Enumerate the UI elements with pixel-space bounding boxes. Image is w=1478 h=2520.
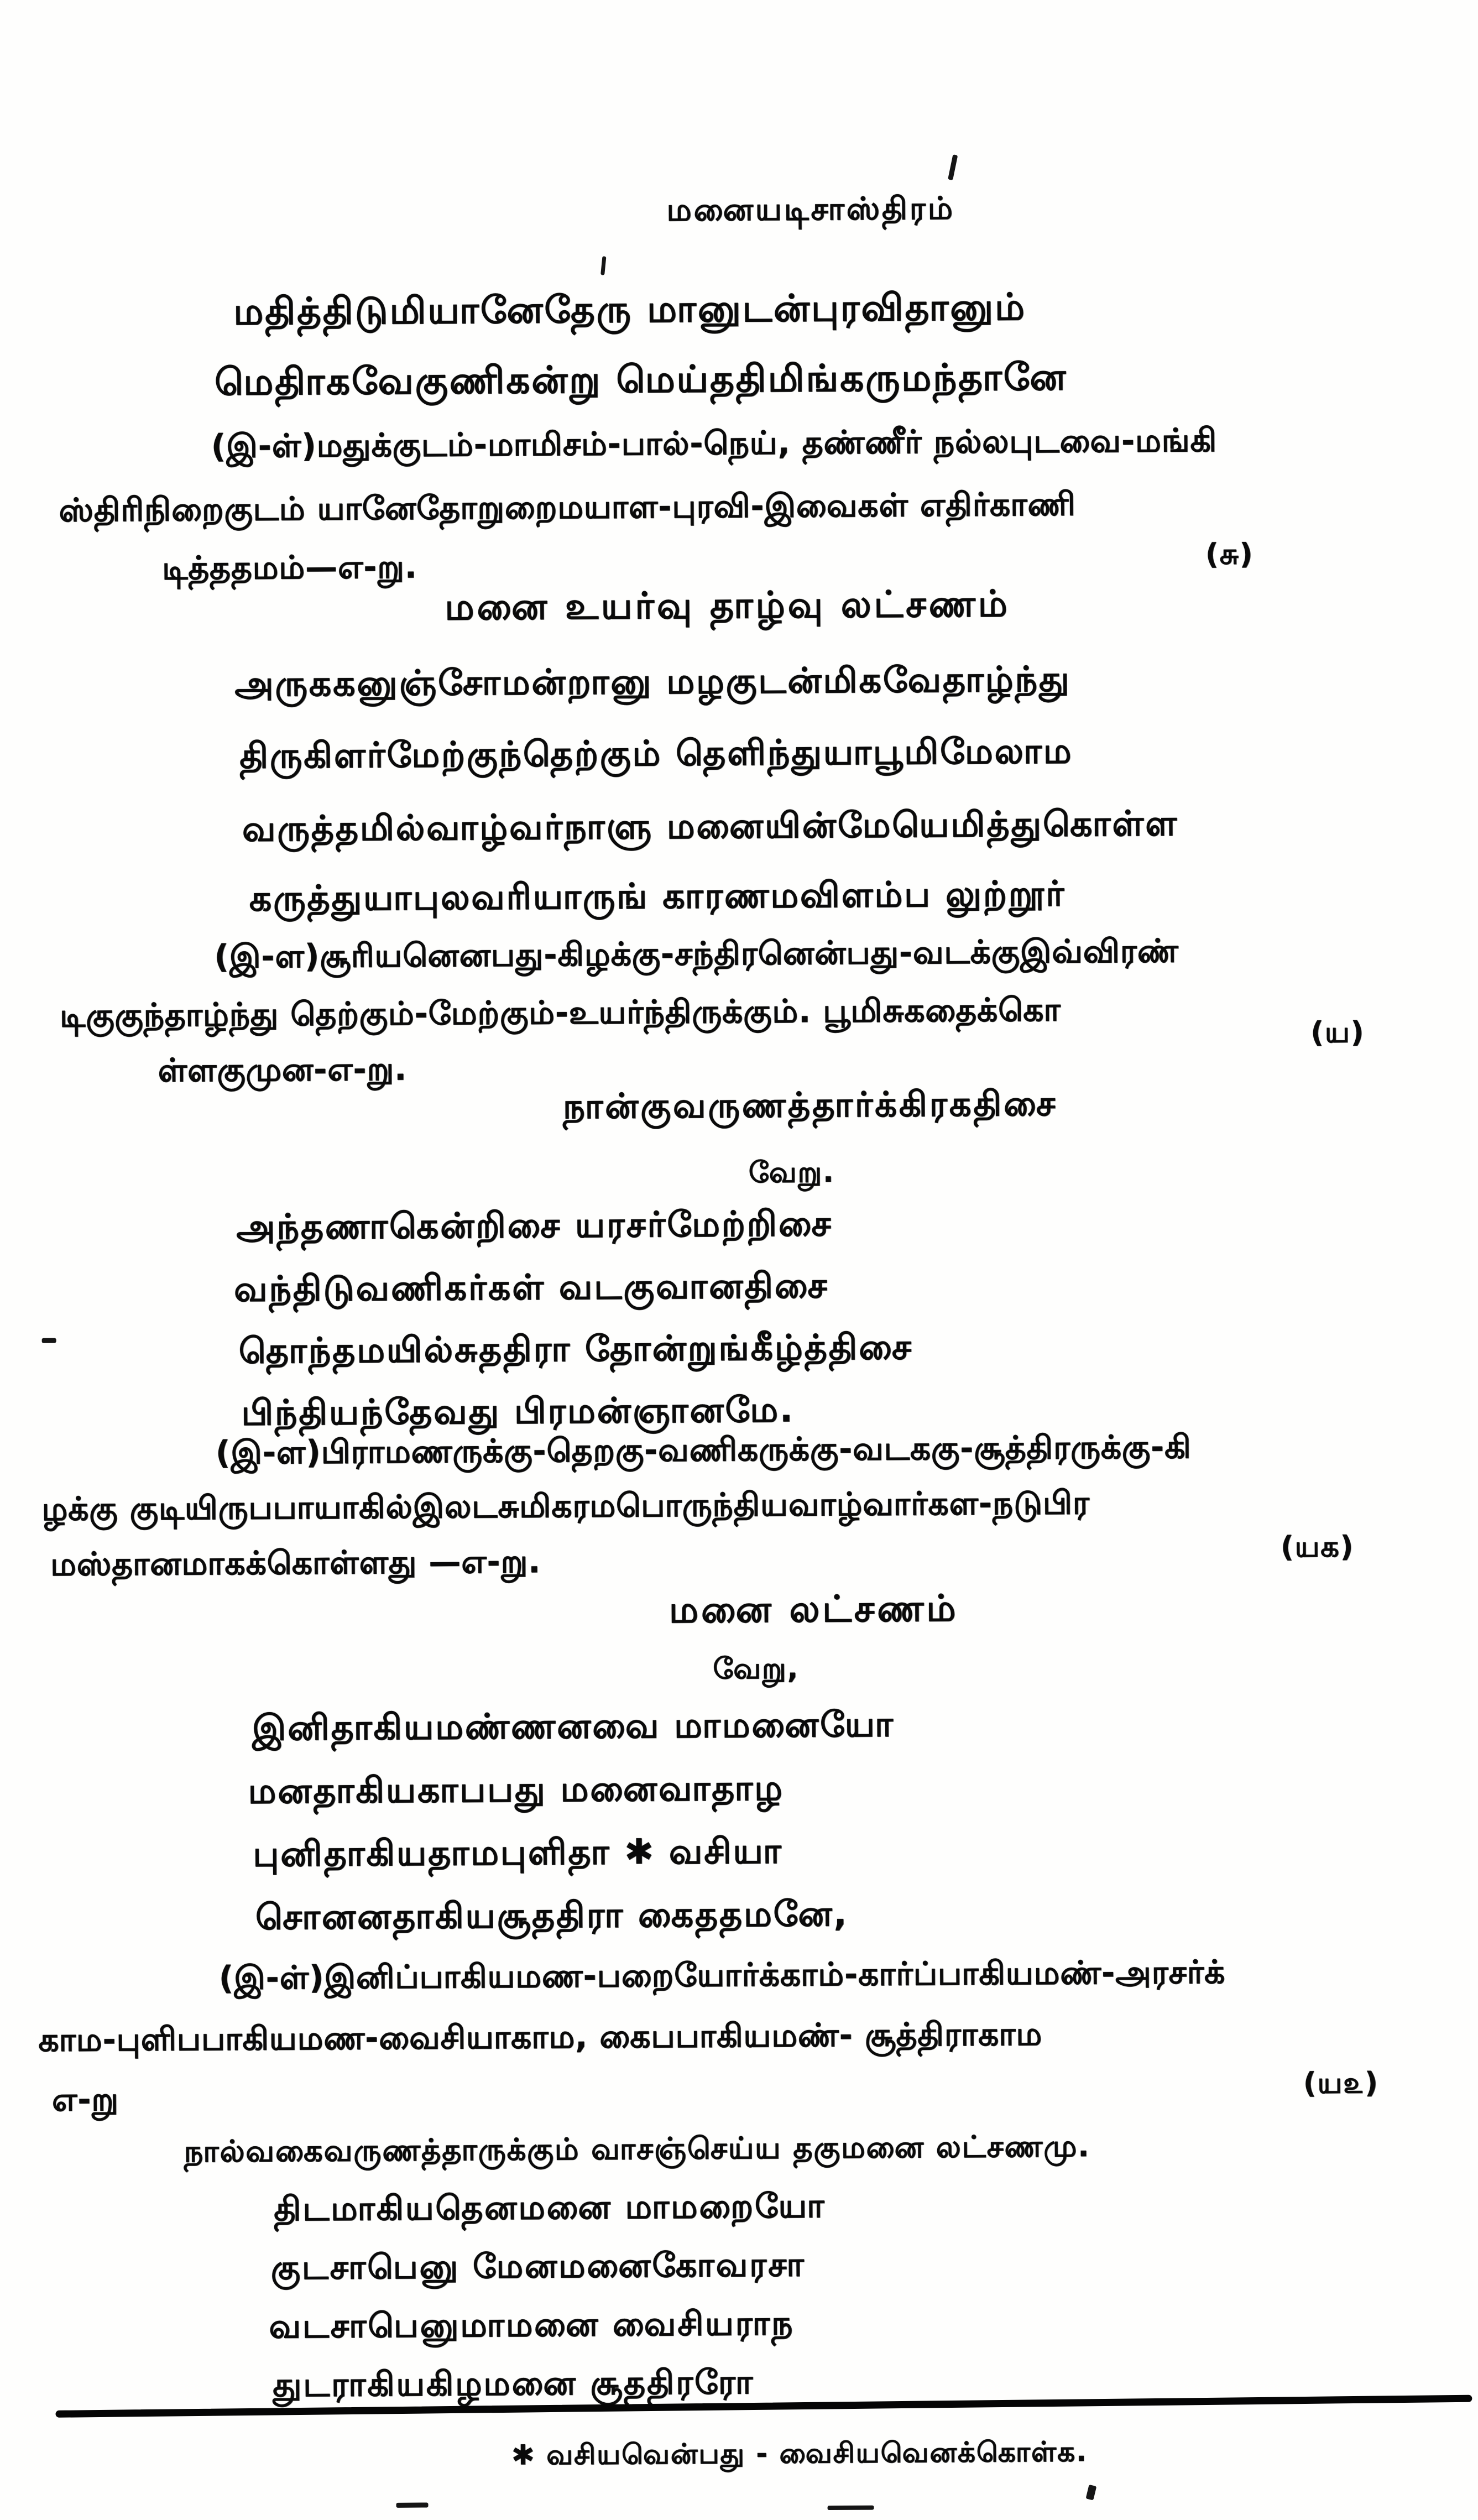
verse-2-line-3: வருத்தமில்வாழ்வர்நாளு மனையின்மேயெமித்துகொள்ள xyxy=(242,803,1179,849)
verse-1-line-1: மதித்திடுமியானேதேரு மானுடன்புரவிதானும் xyxy=(233,285,1027,333)
verse-number-2: (ய) xyxy=(1310,1016,1365,1050)
prose-2-line-3: ள்ளகுமுன-எ-று. xyxy=(158,1050,408,1089)
prose-4-line-1: (இ-ள்)இனிப்பாகியமண-பறையோர்க்காம்-கார்ப்பாகியமண்-அரசர்க் xyxy=(218,1953,1226,1997)
veru-label-2: வேறு, xyxy=(713,1652,800,1686)
ink-speck xyxy=(828,2506,874,2511)
ink-speck xyxy=(948,154,958,180)
verse-3-line-3: தொந்தமயில்சுததிரா தோன்றுங்கீழ்த்திசை xyxy=(238,1327,913,1371)
footnote-rule xyxy=(55,2395,1472,2418)
prose-1-line-2: ஸ்திரிநிறைகுடம் யானேதோறுறைமயாள-புரவி-இவைகள் எதிர்காணி xyxy=(59,485,1076,529)
section-heading-manai-latchanam: மனை லட்சணம் xyxy=(669,1587,959,1631)
verse-2-line-1: அருககனுஞ்சோமன்றானு மழகுடன்மிகவேதாழ்ந்து xyxy=(234,659,1071,705)
ink-speck xyxy=(600,256,606,275)
ink-speck xyxy=(396,2502,429,2507)
section-intro-line: நால்வகைவருணத்தாருக்கும் வாசஞ்செய்ய தகுமனை லட்சணமு. xyxy=(184,2128,1090,2169)
verse-4-line-1: இனிதாகியமண்ணனவை மாமனையோ xyxy=(252,1704,895,1749)
verse-4-line-2: மனதாகியகாபபது மனைவாதாழ xyxy=(248,1767,785,1812)
prose-4-line-2: காம-புளிபபாகியமண-வைசியாகாம, கைபபாகியமண்- சூத்திராகாம xyxy=(38,2015,1043,2059)
ink-speck xyxy=(1086,2485,1097,2501)
prose-3-line-2: ழக்கு குடியிருபபாயாகில்இலடசுமிகரமபொருந்தியவாழ்வார்கள-நடுபிர xyxy=(41,1484,1090,1528)
verse-number-4: (ய௨) xyxy=(1303,2066,1380,2100)
verse-1-line-2: மெதிாகவேகுணிகன்று மெய்ததிமிங்கருமந்தானே xyxy=(214,355,1068,404)
prose-1-line-3: டித்ததமம்—எ-று. xyxy=(161,547,418,587)
prose-3-line-3: மஸ்தானமாகக்கொள்ளது —எ-று. xyxy=(50,1542,541,1583)
verse-4-line-4: சொனனதாகியசூததிரா கைததமனே, xyxy=(255,1893,849,1938)
section-heading-uyarvu-thazhvu: மனை உயர்வு தாழ்வு லட்சணம் xyxy=(445,582,1010,629)
verse-3-line-1: அந்தணாகென்றிசை யரசர்மேற்றிசை xyxy=(236,1203,833,1248)
footnote: ✱ வசியவென்பது - வைசியவெனக்கொள்க. xyxy=(511,2435,1088,2471)
prose-1-line-1: (இ-ள்)மதுக்குடம்-மாமிசம்-பால்-நெய், தண்ணீர் நல்லபுடவை-மங்கி xyxy=(211,421,1218,465)
verse-3-line-2: வந்திடுவணிகர்கள் வடகுவானதிசை xyxy=(233,1265,829,1309)
prose-3-line-1: (இ-ள)பிராமணருக்கு-தெறகு-வணிகருக்கு-வடககு-சூத்திரருக்கு-கி xyxy=(215,1428,1192,1472)
verse-5-line-3: வடசாபெனுமாமனை வைசியராந xyxy=(269,2304,795,2346)
section-heading-giraha-thisai: நான்குவருணத்தார்க்கிரகதிசை xyxy=(562,1083,1058,1126)
page-title: மனையடிசாஸ்திரம் xyxy=(666,190,955,228)
verse-3-line-4: பிந்தியந்தேவது பிரமன்ஞானமே. xyxy=(241,1389,795,1433)
prose-4-line-3: எ-று xyxy=(51,2080,119,2119)
verse-4-line-3: புனிதாகியதாமபுளிதா ✱ வசியா xyxy=(253,1830,783,1875)
ink-speck xyxy=(42,1338,56,1343)
verse-5-line-4: துடராகியகிழமனை சூததிரரோ xyxy=(272,2362,755,2405)
verse-number-1: (சு) xyxy=(1205,538,1254,571)
verse-2-line-4: கருத்துயாபுலவரியாருங் காரணமவிளம்ப லுற்றூர் xyxy=(249,873,1066,919)
verse-5-line-1: திடமாகியதெனமனை மாமறையோ xyxy=(274,2187,826,2229)
prose-2-line-1: (இ-ள)சூரியனெனபது-கிழக்கு-சந்திரனென்பது-வடக்குஇவ்விரண் xyxy=(214,932,1179,975)
prose-2-line-2: டிகுகுந்தாழ்ந்து தெற்கும்-மேற்கும்-உயர்ந்திருக்கும். பூமிசுகதைக்கொ xyxy=(59,990,1061,1035)
verse-5-line-2: குடசாபெனு மேனமனைகோவரசா xyxy=(270,2245,806,2288)
verse-2-line-2: திருகிளர்மேற்குந்தெற்கும் தெளிந்துயாபூமிமேலாம xyxy=(239,731,1073,776)
verse-number-3: (யக) xyxy=(1280,1530,1355,1564)
veru-label-1: வேறு. xyxy=(748,1155,835,1189)
